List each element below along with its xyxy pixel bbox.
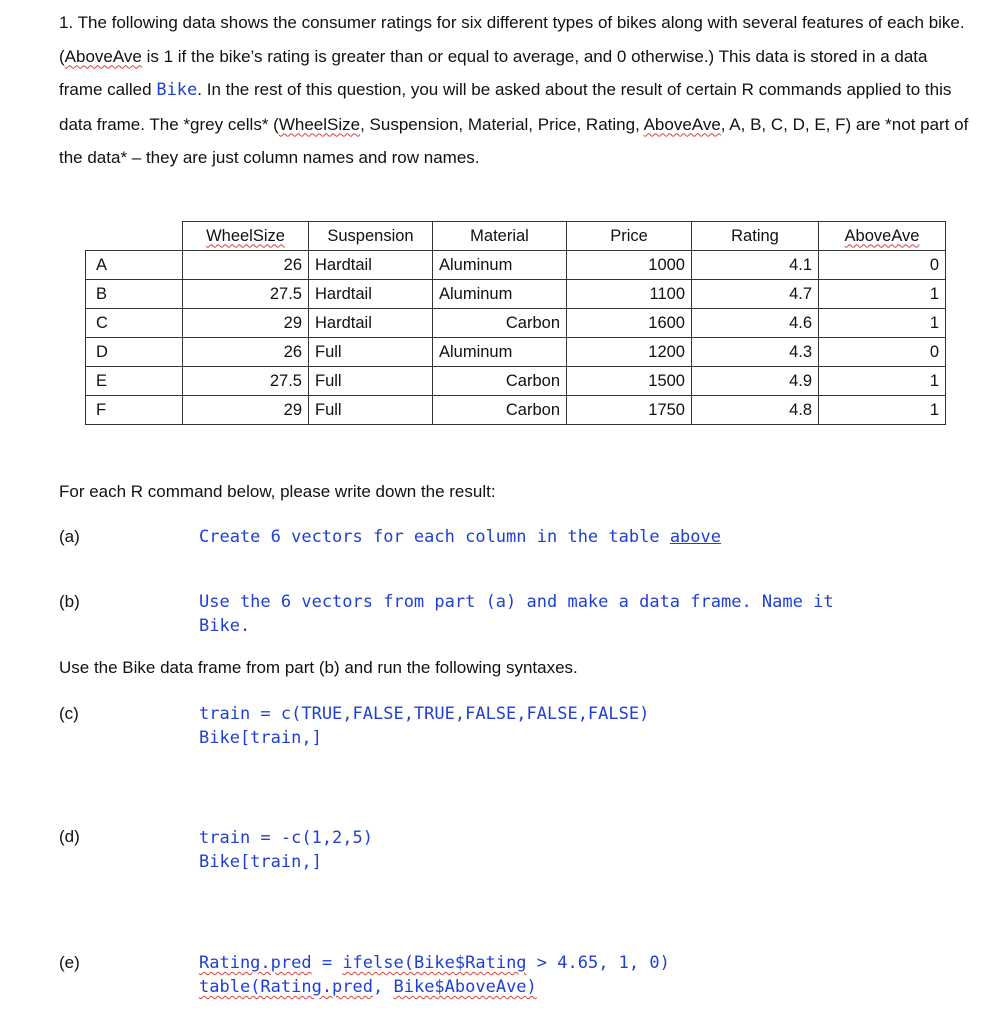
header-aboveave: AboveAve (819, 222, 946, 251)
spell-flag-aboveave-2: AboveAve (643, 114, 721, 134)
question-text: 1. The following data shows the consumer ratings for six different types of bikes along with several features of each bike. (AboveAve is 1 if the bike’s rating is greater than or equal to average, and 0 otherwise.) This data is stored in a data frame called Bike. In the rest of this question, you will be asked about the result of certain R commands applied to this data frame. The *grey cells* (WheelSize, Suspension, Material, Price, Rating, AboveAve, A, B, C, D, E, F) are *not part of the data* – they are just column names and row names. (59, 13, 969, 167)
cell-suspension: Full (309, 338, 433, 367)
cell-aboveave: 0 (819, 338, 946, 367)
cell-suspension: Full (309, 367, 433, 396)
cell-price: 1200 (567, 338, 692, 367)
cell-aboveave: 0 (819, 251, 946, 280)
part-d-label: (d) (59, 827, 80, 846)
cell-rating: 4.6 (692, 309, 819, 338)
header-material: Material (433, 222, 567, 251)
table-row (86, 338, 946, 367)
cell-price: 1000 (567, 251, 692, 280)
use-bike-text: Use the Bike data frame from part (b) and run the following syntaxes. (59, 658, 578, 677)
part-c-code: train = c(TRUE,FALSE,TRUE,FALSE,FALSE,FALSE) Bike[train,] (199, 704, 650, 748)
cell-suspension: Hardtail (309, 251, 433, 280)
cell-aboveave: 1 (819, 396, 946, 425)
part-d-code: train = -c(1,2,5) Bike[train,] (199, 828, 373, 872)
cell-aboveave: 1 (819, 367, 946, 396)
table-row (86, 396, 946, 425)
header-wheelsize: WheelSize (183, 222, 309, 251)
spell-flag-aboveave: AboveAve (64, 46, 142, 66)
row-name: B (86, 280, 183, 309)
cell-material: Aluminum (433, 280, 567, 309)
cell-suspension: Hardtail (309, 280, 433, 309)
cell-rating: 4.3 (692, 338, 819, 367)
part-e-code: Rating.pred = ifelse(Bike$Rating > 4.65, 1, 0) table(Rating.pred, Bike$AboveAve) (199, 953, 670, 997)
table-row (86, 367, 946, 396)
part-a-code: Create 6 vectors for each column in the table above (199, 527, 721, 547)
cell-price: 1600 (567, 309, 692, 338)
cell-rating: 4.9 (692, 367, 819, 396)
table-row (86, 280, 946, 309)
header-rating: Rating (692, 222, 819, 251)
cell-rating: 4.1 (692, 251, 819, 280)
table-header-row (86, 222, 946, 251)
table-row (86, 309, 946, 338)
cell-rating: 4.7 (692, 280, 819, 309)
table-row (86, 251, 946, 280)
cell-price: 1500 (567, 367, 692, 396)
question-number: 1. (59, 13, 74, 32)
cell-wheelsize: 29 (183, 309, 309, 338)
cell-material: Aluminum (433, 338, 567, 367)
corner-cell (86, 222, 183, 251)
above-link[interactable]: above (669, 527, 721, 547)
row-name: C (86, 309, 183, 338)
cell-rating: 4.8 (692, 396, 819, 425)
cell-price: 1750 (567, 396, 692, 425)
cell-wheelsize: 27.5 (183, 280, 309, 309)
part-b-code: Use the 6 vectors from part (a) and make a data frame. Name it Bike. (199, 592, 834, 636)
spell-flag-wheelsize: WheelSize (278, 114, 361, 134)
part-e-label: (e) (59, 953, 80, 972)
instructions-text: For each R command below, please write down the result: (59, 482, 496, 501)
cell-suspension: Full (309, 396, 433, 425)
cell-price: 1100 (567, 280, 692, 309)
row-name: F (86, 396, 183, 425)
row-name: D (86, 338, 183, 367)
part-a-label: (a) (59, 527, 80, 546)
cell-suspension: Hardtail (309, 309, 433, 338)
cell-material: Carbon (433, 367, 567, 396)
cell-wheelsize: 26 (183, 338, 309, 367)
cell-material: Carbon (433, 309, 567, 338)
cell-material: Aluminum (433, 251, 567, 280)
cell-wheelsize: 29 (183, 396, 309, 425)
row-name: A (86, 251, 183, 280)
row-name: E (86, 367, 183, 396)
part-c-label: (c) (59, 704, 79, 723)
part-b-label: (b) (59, 592, 80, 611)
cell-aboveave: 1 (819, 280, 946, 309)
bike-data-table (85, 221, 946, 425)
cell-wheelsize: 27.5 (183, 367, 309, 396)
inline-code-bike: Bike (156, 80, 198, 100)
cell-wheelsize: 26 (183, 251, 309, 280)
header-suspension: Suspension (309, 222, 433, 251)
header-price: Price (567, 222, 692, 251)
cell-material: Carbon (433, 396, 567, 425)
cell-aboveave: 1 (819, 309, 946, 338)
